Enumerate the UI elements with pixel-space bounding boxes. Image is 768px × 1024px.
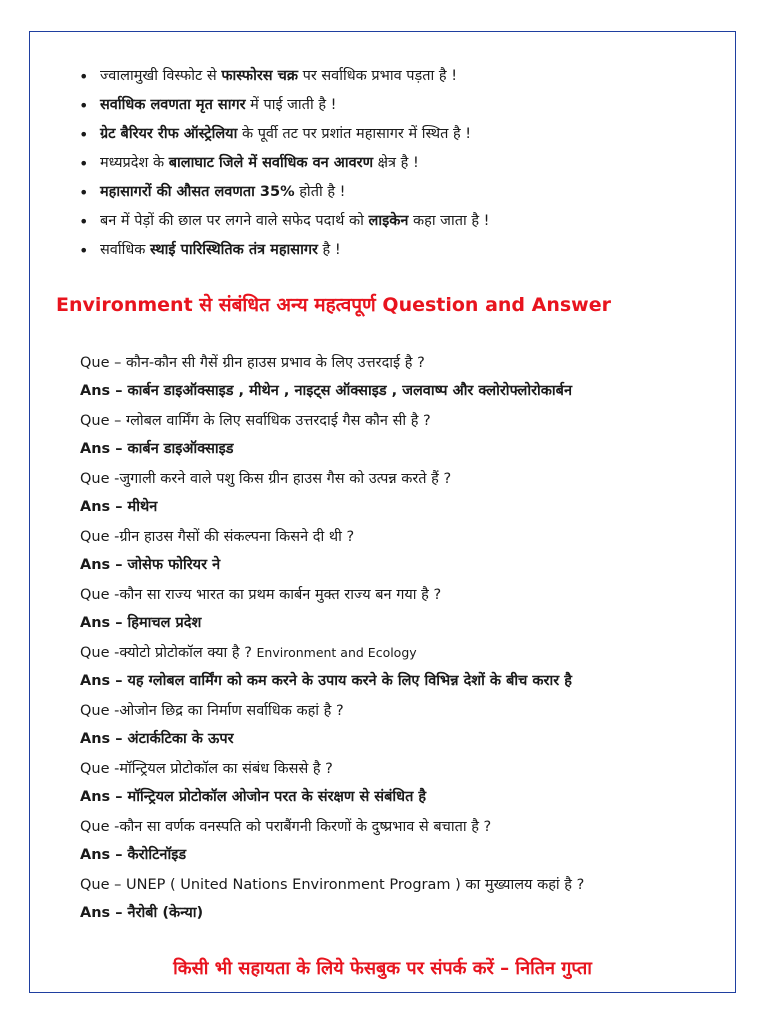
- question-text: Que -ग्रीन हाउस गैसों की संकल्पना किसने दी थी ?: [80, 529, 355, 545]
- fact-item: • मध्यप्रदेश के बालाघाट जिले में सर्वाधिक वन आवरण क्षेत्र है !: [30, 149, 735, 178]
- fact-item: • ज्वालामुखी विस्फोट से फास्फोरस चक्र पर सर्वाधिक प्रभाव पड़ता है !: [30, 62, 735, 91]
- question-text: Que -क्योटो प्रोटोकॉल क्या है ? Environment and Ecology: [80, 645, 417, 661]
- answer-text: Ans – यह ग्लोबल वार्मिंग को कम करने के उपाय करने के लिए विभिन्न देशों के बीच करार है: [80, 673, 572, 689]
- fact-item: • महासागरों की औसत लवणता 35% होती है !: [30, 178, 735, 207]
- question-text: Que -मॉन्ट्रियल प्रोटोकॉल का संबंध किससे है ?: [80, 761, 333, 777]
- question-text: Que -कौन सा वर्णक वनस्पति को पराबैंगनी किरणों के दुष्प्रभाव से बचाता है ?: [80, 819, 492, 835]
- answer-text: Ans – नैरोबी (केन्या): [80, 905, 204, 921]
- question-text: Que -जुगाली करने वाले पशु किस ग्रीन हाउस गैस को उत्पन्न करते हैं ?: [80, 471, 452, 487]
- answer-text: Ans – जोसेफ फोरियर ने: [80, 557, 221, 573]
- fact-list: [30, 62, 735, 265]
- fact-item: • बन में पेड़ों की छाल पर लगने वाले सफेद पदार्थ को लाइकेन कहा जाता है !: [30, 207, 735, 236]
- answer-text: Ans – हिमाचल प्रदेश: [80, 615, 202, 631]
- question-text: Que -कौन सा राज्य भारत का प्रथम कार्बन मुक्त राज्य बन गया है ?: [80, 587, 442, 603]
- answer-text: Ans – मीथेन: [80, 499, 158, 515]
- fact-item: • ग्रेट बैरियर रीफ ऑस्ट्रेलिया के पूर्वी तट पर प्रशांत महासागर में स्थित है !: [30, 120, 735, 149]
- question-text: Que – ग्लोबल वार्मिंग के लिए सर्वाधिक उत्तरदाई गैस कौन सी है ?: [80, 413, 431, 429]
- answer-text: Ans – कार्बन डाइऑक्साइड , मीथेन , नाइट्स ऑक्साइड , जलवाष्प और क्लोरोफ्लोरोकार्बन: [80, 383, 573, 399]
- question-text: Que -ओजोन छिद्र का निर्माण सर्वाधिक कहां है ?: [80, 703, 344, 719]
- answer-text: Ans – मॉन्ट्रियल प्रोटोकॉल ओजोन परत के संरक्षण से संबंधित है: [80, 789, 427, 805]
- question-text: Que – UNEP ( United Nations Environment Program ) का मुख्यालय कहां है ?: [80, 877, 585, 893]
- fact-item: • सर्वाधिक लवणता मृत सागर में पाई जाती है !: [30, 91, 735, 120]
- qa-list: [80, 348, 730, 928]
- fact-item: • सर्वाधिक स्थाई पारिस्थितिक तंत्र महासागर है !: [30, 236, 735, 265]
- footer-contact-note: किसी भी सहायता के लिये फेसबुक पर संपर्क करें – नितिन गुप्ता: [173, 958, 592, 979]
- question-text: Que – कौन-कौन सी गैसें ग्रीन हाउस प्रभाव के लिए उत्तरदाई है ?: [80, 355, 425, 371]
- answer-text: Ans – कार्बन डाइऑक्साइड: [80, 441, 234, 457]
- section-heading: Environment से संबंधित अन्य महत्वपूर्ण Question and Answer: [56, 294, 611, 316]
- page-frame: [29, 31, 736, 993]
- answer-text: Ans – कैरोटिनॉइड: [80, 847, 187, 863]
- answer-text: Ans – अंटार्कटिका के ऊपर: [80, 731, 234, 747]
